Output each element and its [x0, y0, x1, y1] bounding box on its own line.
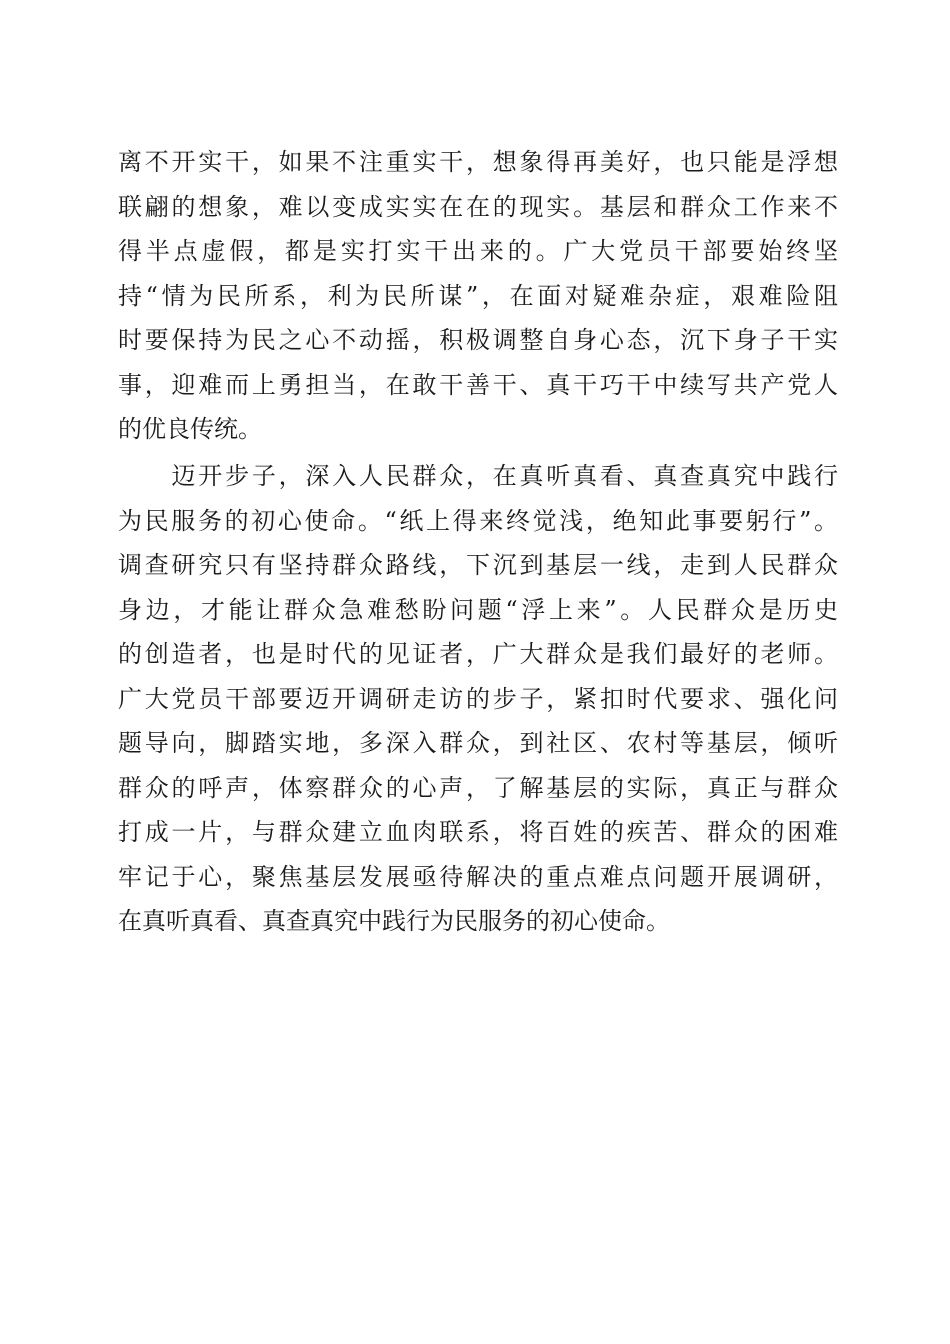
paragraph-line: 打成一片，与群众建立血肉联系，将百姓的疾苦、群众的困难: [118, 818, 838, 846]
paragraph-line: 牢记于心，聚焦基层发展亟待解决的重点难点问题开展调研，: [118, 862, 838, 891]
paragraph-1: [118, 140, 838, 452]
paragraph-line: 持“情为民所系，利为民所谋”，在面对疑难杂症，艰难险阻: [118, 281, 838, 310]
paragraph-line: 调查研究只有坚持群众路线，下沉到基层一线，走到人民群众: [118, 551, 838, 579]
paragraph-2: [118, 454, 838, 944]
paragraph-line: 的优良传统。: [118, 415, 262, 443]
paragraph-line: 时要保持为民之心不动摇，积极调整自身心态，沉下身子干实: [118, 326, 838, 354]
paragraph-line: 迈开步子，深入人民群众，在真听真看、真查真究中践行: [118, 462, 838, 490]
paragraph-line: 身边，才能让群众急难愁盼问题“浮上来”。人民群众是历史: [118, 595, 838, 624]
paragraph-line: 事，迎难而上勇担当，在敢干善干、真干巧干中续写共产党人: [118, 370, 838, 399]
paragraph-line: 的创造者，也是时代的见证者，广大群众是我们最好的老师。: [118, 640, 838, 668]
paragraph-line: 在真听真看、真查真究中践行为民服务的初心使命。: [118, 907, 670, 935]
paragraph-line: 广大党员干部要迈开调研走访的步子，紧扣时代要求、强化问: [118, 684, 838, 713]
paragraph-line: 为民服务的初心使命。“纸上得来终觉浅，绝知此事要躬行”。: [118, 506, 838, 535]
paragraph-line: 题导向，脚踏实地，多深入群众，到社区、农村等基层，倾听: [118, 729, 838, 757]
paragraph-line: 联翩的想象，难以变成实实在在的现实。基层和群众工作来不: [118, 192, 838, 221]
paragraph-line: 离不开实干，如果不注重实干，想象得再美好，也只能是浮想: [118, 148, 838, 176]
paragraph-line: 群众的呼声，体察群众的心声，了解基层的实际，真正与群众: [118, 773, 838, 802]
paragraph-line: 得半点虚假，都是实打实干出来的。广大党员干部要始终坚: [118, 237, 838, 265]
